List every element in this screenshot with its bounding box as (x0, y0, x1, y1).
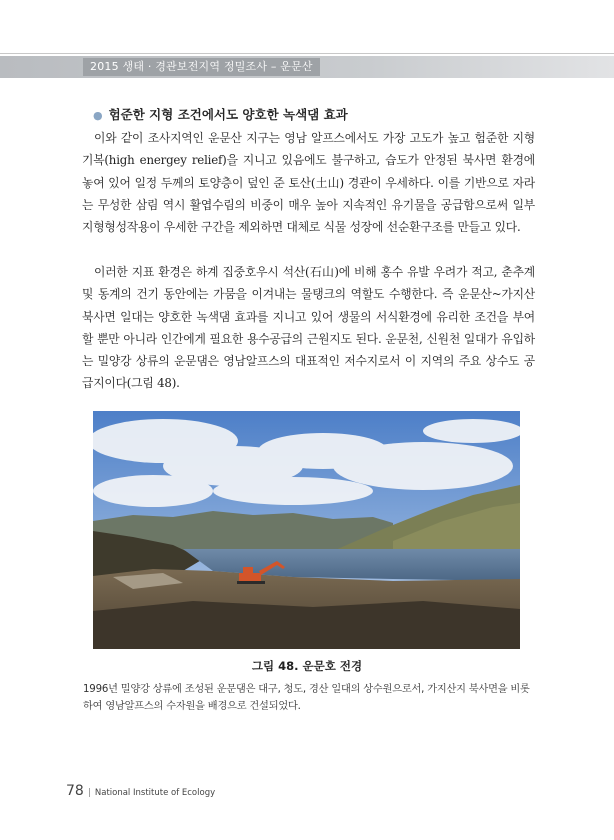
footer-separator: | (87, 788, 91, 798)
figure-title: 그림 48. 운문호 전경 (251, 659, 363, 673)
lake-photo (93, 411, 520, 649)
running-header-title: 2015 생태 · 경관보전지역 정밀조사 – 운문산 (83, 58, 320, 76)
body-paragraph-1: 이와 같이 조사지역인 운문산 지구는 영남 알프스에서도 가장 고도가 높고 험준한 지형 기복(high energey relief)을 지니고 있음에도 불구하고, 습도가 안정된 북사면 환경에 놓여 있어 일정 두께의 토양층이 덮인 준 토산(土山) 경관이 우세하다. 이를 기반으로 자라는 무성한 삼림 역시 활엽수림의 비중이 매우 높아 지속적인 유기물을 공급함으로써 일부 지형형성작용이 우세한 구간을 제외하면 대체로 식물 성장에 선순환구조를 만들고 있다. (82, 131, 535, 235)
footer-organization: National Institute of Ecology (94, 788, 216, 798)
body-paragraph-2: 이러한 지표 환경은 하계 집중호우시 석산(石山)에 비해 홍수 유발 우려가 적고, 춘추계 및 동계의 건기 동안에는 가뭄을 이겨내는 물탱크의 역할도 수행한다. 즉 운문산~가지산 북사면 일대는 양호한 녹색댐 효과를 지니고 있어 생물의 서식환경에 유리한 조건을 부여할 뿐만 아니라 인간에게 필요한 용수공급의 근원지도 된다. 운문천, 신원천 일대가 유입하는 밀양강 상류의 운문댐은 영남알프스의 대표적인 저수지로서 이 지역의 주요 상수도 공급지이다(그림 48). (82, 265, 535, 391)
section-heading (93, 105, 348, 123)
bullet-icon: ● (93, 109, 103, 122)
page-footer (66, 780, 215, 799)
section-heading-text: 험준한 지형 조건에서도 양호한 녹색댐 효과 (108, 107, 348, 122)
figure-caption: 1996년 밀양강 상류에 조성된 운문댐은 대구, 청도, 경산 일대의 상수원으로서, 가지산지 북사면을 비롯하여 영남알프스의 수자원을 배경으로 건설되었다. (83, 684, 530, 712)
page-number: 78 (66, 783, 84, 799)
running-header-bar (0, 56, 614, 78)
